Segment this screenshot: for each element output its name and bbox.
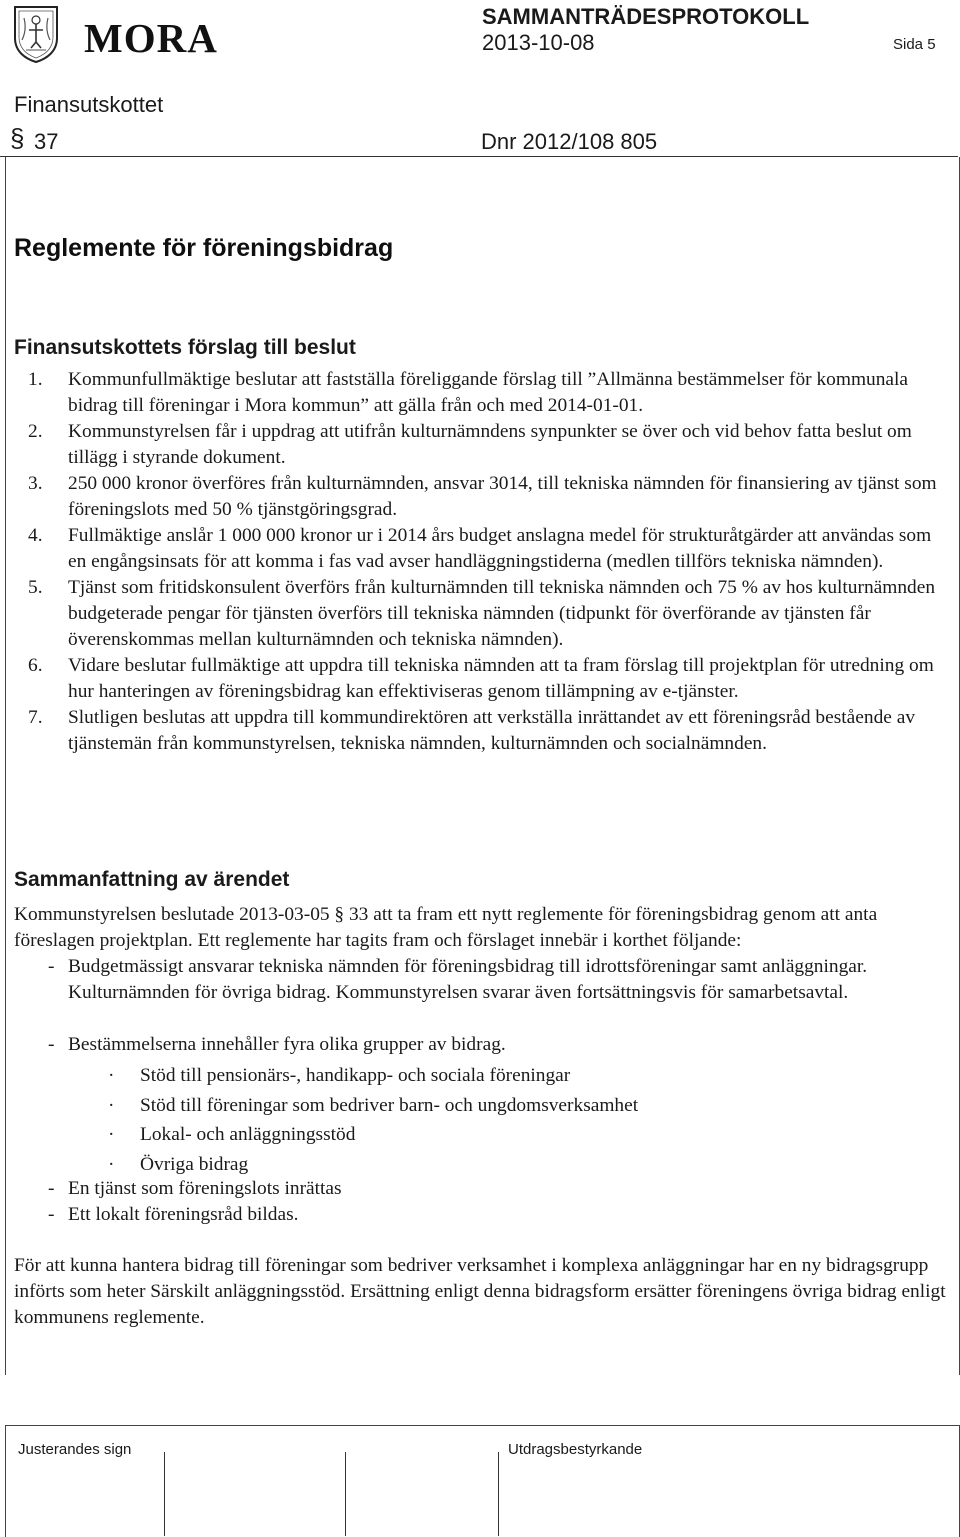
- summary-heading: Sammanfattning av ärendet: [14, 868, 290, 891]
- meeting-date: 2013-10-08: [482, 30, 595, 55]
- item-number: 7.: [28, 707, 43, 728]
- dot-bullet: ·: [108, 1124, 115, 1145]
- section-number: [10, 123, 59, 155]
- committee-name: Finansutskottet: [14, 92, 164, 117]
- item-text: Tjänst som fritidskonsulent överförs från kulturnämnden till tekniska nämnden och 75 % av hos kulturnämnden budgeterade pengar för tjänsten överförs till tekniska nämnden (tidpunkt för överförande av tjänsten får överenskommas mellan kulturnämnden och tekniska nämnden).: [68, 577, 936, 650]
- list-item: [100, 1150, 638, 1180]
- list-item-text: Lokal- och anläggningsstöd: [140, 1124, 356, 1145]
- proposal-item: [14, 523, 944, 575]
- list-item-text: En tjänst som föreningslots inrättas: [68, 1178, 342, 1199]
- summary-dash-list: [14, 1176, 944, 1228]
- item-text: Kommunfullmäktige beslutar att fastställa föreliggande förslag till ”Allmänna bestämmelser för kommunala bidrag till föreningar i Mora kommun” att gälla från och med 2014-01-01.: [68, 369, 909, 416]
- dot-bullet: ·: [108, 1153, 115, 1175]
- proposal-item: [14, 653, 944, 705]
- item-text: Slutligen beslutas att uppdra till kommundirektören att verkställa inrättandet av ett föreningsråd bestående av tjänstemän från kommunstyrelsen, tekniska nämnden, kulturnämnden och socialnämnden.: [68, 707, 916, 754]
- proposal-item: [14, 705, 944, 757]
- item-number: 1.: [28, 369, 43, 390]
- closing-paragraph: För att kunna hantera bidrag till föreningar som bedriver verksamhet i komplexa anläggningar har en ny bidragsgrupp införts som heter Särskilt anläggningsstöd. Ersättning enligt denna bidragsform ersätter föreningens övriga bidrag enligt kommunens reglemente.: [14, 1255, 946, 1328]
- justering-label: Justerandes sign: [18, 1441, 132, 1458]
- signature-box-divider: [164, 1452, 165, 1536]
- dash-bullet: -: [48, 1034, 55, 1055]
- list-item-text: Stöd till föreningar som bedriver barn- och ungdomsverksamhet: [140, 1094, 639, 1116]
- page-number: Sida 5: [893, 36, 936, 53]
- signature-footer: [5, 1425, 960, 1537]
- section-symbol: §: [10, 123, 25, 153]
- summary-dash-list: [14, 954, 944, 1006]
- summary-dash-list: [14, 1032, 944, 1058]
- document-type: SAMMANTRÄDESPROTOKOLL: [482, 4, 810, 29]
- proposal-heading: Finansutskottets förslag till beslut: [14, 336, 356, 359]
- dash-bullet: -: [48, 1178, 55, 1199]
- mora-coat-of-arms-logo: [12, 4, 60, 64]
- dot-bullet: ·: [108, 1094, 115, 1116]
- item-number: 3.: [28, 473, 43, 494]
- dot-bullet: ·: [108, 1065, 115, 1086]
- item-text: Fullmäktige anslår 1 000 000 kronor ur i 2014 års budget anslagna medel för strukturåtgärder att användas som en engångsinsats för att komma i fas vad avser handläggningstiderna (medlen tillförs tekniska nämnden).: [68, 525, 932, 572]
- utdrag-label: Utdragsbestyrkande: [508, 1441, 643, 1458]
- item-number: 6.: [28, 655, 43, 676]
- list-item: [14, 1032, 944, 1058]
- mora-wordmark: MORA: [84, 15, 218, 61]
- proposal-list: [14, 367, 944, 757]
- summary-intro: Kommunstyrelsen beslutade 2013-03-05 § 33 att ta fram ett nytt reglemente för föreningsbidrag genom att anta föreslagen projektplan. Ett reglemente har tagits fram och förslaget innebär i korthet följande:: [14, 904, 878, 951]
- proposal-item: [14, 419, 944, 471]
- dash-bullet: -: [48, 956, 55, 977]
- list-item-text: Bestämmelserna innehåller fyra olika grupper av bidrag.: [68, 1034, 506, 1055]
- item-number: 2.: [28, 421, 43, 442]
- list-item: [14, 1202, 944, 1228]
- list-item: [100, 1061, 638, 1091]
- item-text: Vidare beslutar fullmäktige att uppdra till tekniska nämnden att ta fram förslag till projektplan för utredning om hur hanteringen av föreningsbidrag kan effektiviseras genom tillämpning av e-tjänster.: [68, 655, 934, 702]
- proposal-item: [14, 367, 944, 419]
- list-item-text: Stöd till pensionärs-, handikapp- och sociala föreningar: [140, 1065, 571, 1086]
- list-item-text: Övriga bidrag: [140, 1153, 249, 1175]
- dash-bullet: -: [48, 1204, 55, 1225]
- signature-box-divider: [345, 1452, 346, 1536]
- list-item-text: Ett lokalt föreningsråd bildas.: [68, 1204, 299, 1225]
- list-item: [100, 1091, 638, 1121]
- proposal-item: [14, 575, 944, 653]
- list-item: [100, 1120, 638, 1150]
- list-item-text: Budgetmässigt ansvarar tekniska nämnden för föreningsbidrag till idrottsföreningar samt anläggningar. Kulturnämnden för övriga bidrag. Kommunstyrelsen svarar även fortsättningsvis för samarbetsavtal.: [68, 956, 868, 1003]
- item-text: 250 000 kronor överföres från kulturnämnden, ansvar 3014, till tekniska nämnden för finansiering av tjänst som föreningslots med 50 % tjänstgöringsgrad.: [68, 473, 937, 520]
- diarienummer: Dnr 2012/108 805: [481, 129, 658, 154]
- grant-group-list: [100, 1061, 638, 1179]
- item-number: 5.: [28, 577, 43, 598]
- list-item: [14, 954, 944, 1006]
- proposal-item: [14, 471, 944, 523]
- list-item: [14, 1176, 944, 1202]
- signature-box-divider: [498, 1452, 499, 1536]
- section-number-value: 37: [34, 129, 59, 154]
- item-text: Kommunstyrelsen får i uppdrag att utifrån kulturnämndens synpunkter se över och vid behov fatta beslut om tillägg i styrande dokument.: [68, 421, 912, 468]
- item-number: 4.: [28, 525, 43, 546]
- document-title: Reglemente för föreningsbidrag: [14, 234, 394, 262]
